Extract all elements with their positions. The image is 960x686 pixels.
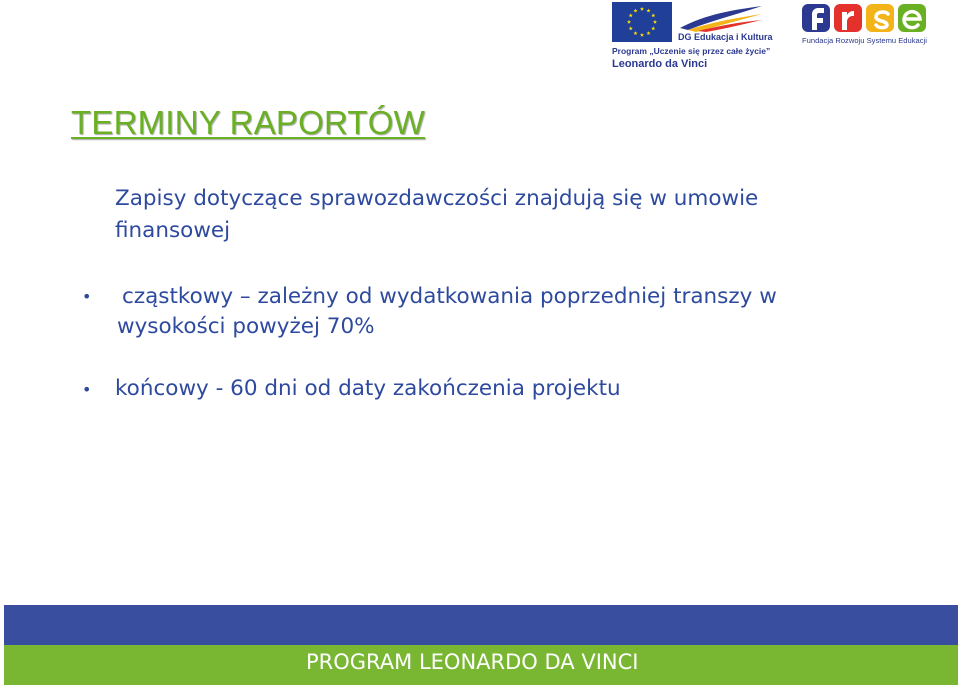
list-item-text: cząstkowy – zależny od wydatkowania poprzedniej transzy w wysokości powyżej 70%: [117, 284, 777, 339]
dg-label: DG Edukacja i Kultura: [678, 32, 773, 42]
bullet-icon: •: [82, 380, 92, 399]
frse-caption: Fundacja Rozwoju Systemu Edukacji: [802, 36, 927, 45]
ldv-label: Leonardo da Vinci: [612, 58, 708, 70]
bullet-icon: •: [82, 287, 92, 306]
list-item-final-report: końcowy - 60 dni od daty zakończenia projektu: [115, 376, 621, 401]
footer-blue-band: [4, 605, 958, 645]
dg-swoosh-icon: [678, 4, 764, 32]
slide-title: TERMINY RAPORTÓW: [71, 104, 426, 141]
intro-text: Zapisy dotyczące sprawozdawczości znajdują się w umowie finansowej: [115, 186, 759, 243]
program-label: Program „Uczenie się przez całe życie”: [612, 46, 771, 56]
eu-flag-icon: [612, 2, 672, 42]
footer-program-label: PROGRAM LEONARDO DA VINCI: [306, 650, 639, 674]
list-item-partial-report: [117, 282, 857, 342]
frse-logo: [800, 2, 930, 48]
frse-logo-icon: [800, 2, 930, 34]
ldv-logo: [612, 2, 772, 72]
